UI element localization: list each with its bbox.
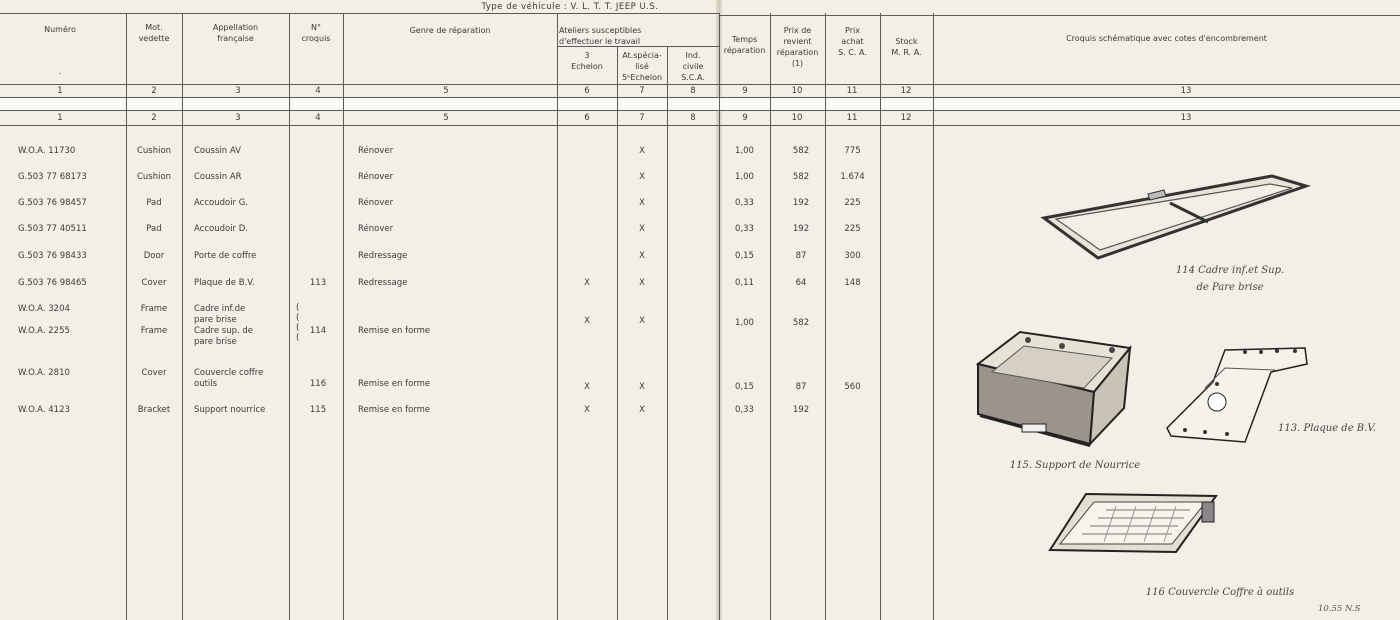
header-mot-vedette: Mot. vedette [138, 23, 170, 43]
row-1-numero: W.O.A. 11730 [18, 146, 76, 156]
column-number-7: 7 [639, 86, 645, 96]
sketch-caption-113: 113. Plaque de B.V. [1278, 423, 1376, 434]
column-number-5: 5 [443, 86, 449, 96]
row-7-appellation: Cadre inf.de pare brise Cadre sup. de pare brise [194, 304, 254, 347]
row-2-appellation: Coussin AR [194, 172, 242, 182]
row-3-revient: 192 [792, 198, 810, 208]
row-9-numero: W.O.A. 4123 [18, 405, 70, 415]
row-9-genre: Remise en forme [358, 405, 431, 415]
row-9-croquis: 115 [309, 405, 327, 415]
column-number-12: 12 [900, 113, 912, 123]
row-6-achat: 148 [844, 278, 861, 288]
column-number-11: 11 [846, 86, 858, 96]
row-4-numero: G.503 77 40511 [18, 224, 87, 234]
col-rule-2 [182, 13, 183, 620]
number-rule-2 [0, 110, 1400, 111]
top-border-left [0, 13, 720, 14]
row-9-mot: Bracket [137, 405, 171, 415]
sketch-caption-115: 115. Support de Nourrice [1009, 460, 1141, 471]
row-5-temps: 0,15 [735, 251, 754, 261]
row-5-appellation: Porte de coffre [194, 251, 257, 261]
row-1-achat: 775 [844, 146, 861, 156]
row-8-mot: Cover [141, 368, 167, 378]
header-rule [0, 84, 1400, 85]
row-5-mot: Door [143, 251, 165, 261]
row-5-genre: Redressage [358, 251, 408, 261]
row-6-genre: Redressage [358, 278, 408, 288]
col-rule-12 [933, 13, 934, 620]
row-6-mot: Cover [141, 278, 167, 288]
fuel-tank-support-sketch [972, 328, 1134, 450]
row-2-genre: Rénover [358, 172, 394, 182]
column-number-2: 2 [151, 113, 157, 123]
row-4-e5: X [639, 224, 645, 234]
column-number-13: 13 [1180, 86, 1192, 96]
row-6-temps: 0,11 [735, 278, 754, 288]
row-3-achat: 225 [844, 198, 861, 208]
row-7-mot: Frame Frame [140, 304, 168, 336]
row-2-numero: G.503 77 68173 [18, 172, 87, 182]
row-6-appellation: Plaque de B.V. [194, 278, 255, 288]
row-4-achat: 225 [844, 224, 861, 234]
row-6-e5: X [639, 278, 645, 288]
header-dot: . [58, 67, 62, 76]
row-4-mot: Pad [146, 224, 162, 234]
row-7-revient: 582 [792, 318, 810, 328]
row-8-appellation: Couvercle coffre outils [194, 368, 264, 389]
column-number-9: 9 [742, 86, 748, 96]
header-croquis-schema: Croquis schématique avec cotes d'encombrement [1066, 34, 1267, 43]
column-number-13: 13 [1180, 113, 1192, 123]
row-5-achat: 300 [844, 251, 861, 261]
column-number-8: 8 [690, 113, 696, 123]
row-4-appellation: Accoudoir D. [194, 224, 249, 234]
row-6-e3: X [584, 278, 590, 288]
header-echelon3: 3 Echelon [571, 51, 603, 71]
column-number-9: 9 [742, 113, 748, 123]
row-8-genre: Remise en forme [358, 379, 431, 389]
column-number-4: 4 [315, 113, 321, 123]
column-number-1: 1 [57, 113, 63, 123]
col-rule-4 [343, 13, 344, 620]
header-stock: Stock M. R. A. [891, 37, 922, 57]
header-ind-civile: Ind. civile S.C.A. [681, 51, 705, 82]
column-number-11: 11 [846, 113, 858, 123]
column-number-8: 8 [690, 86, 696, 96]
row-7-genre: Remise en forme [358, 326, 431, 336]
croquis-bracket: ( ( ( ( [296, 303, 300, 343]
column-number-1: 1 [57, 86, 63, 96]
row-2-temps: 1,00 [735, 172, 754, 182]
scan-gap [0, 98, 1400, 110]
row-3-numero: G.503 76 98457 [18, 198, 87, 208]
row-1-e5: X [639, 146, 645, 156]
header-temps: Temps réparation [723, 35, 766, 55]
windshield-frame-sketch [1040, 170, 1310, 265]
row-3-temps: 0,33 [735, 198, 754, 208]
column-number-3: 3 [235, 86, 241, 96]
row-9-revient: 192 [792, 405, 810, 415]
row-5-numero: G.503 76 98433 [18, 251, 87, 261]
row-8-temps: 0,15 [735, 382, 754, 392]
sketch-caption-116: 116 Couvercle Coffre à outils [1145, 587, 1295, 598]
row-7-croquis: 114 [309, 326, 327, 336]
signature: 10.55 N.S [1318, 604, 1361, 614]
row-9-e3: X [584, 405, 590, 415]
row-6-croquis: 113 [309, 278, 327, 288]
column-number-6: 6 [584, 86, 590, 96]
row-9-e5: X [639, 405, 645, 415]
header-numero: Numéro [44, 25, 76, 34]
row-6-numero: G.503 76 98465 [18, 278, 87, 288]
row-8-numero: W.O.A. 2810 [18, 368, 70, 378]
sketch-caption-114: 114 Cadre inf.et Sup. de Pare brise [1175, 265, 1285, 293]
row-1-temps: 1,00 [735, 146, 754, 156]
row-1-mot: Cushion [136, 146, 172, 156]
col-rule-8 [719, 13, 720, 620]
row-7-e3: X [584, 316, 590, 326]
col-rule-9 [770, 13, 771, 620]
row-4-temps: 0,33 [735, 224, 754, 234]
row-6-revient: 64 [795, 278, 807, 288]
row-1-genre: Rénover [358, 146, 394, 156]
header-croquis: N° croquis [301, 23, 331, 43]
column-number-12: 12 [900, 86, 912, 96]
row-8-revient: 87 [795, 382, 807, 392]
column-number-6: 6 [584, 113, 590, 123]
row-2-mot: Cushion [136, 172, 172, 182]
row-8-achat: 560 [844, 382, 861, 392]
row-4-genre: Rénover [358, 224, 394, 234]
row-4-revient: 192 [792, 224, 810, 234]
tool-box-cover-sketch [1046, 490, 1222, 558]
column-number-5: 5 [443, 113, 449, 123]
row-1-revient: 582 [792, 146, 810, 156]
column-number-7: 7 [639, 113, 645, 123]
row-5-e5: X [639, 251, 645, 261]
number-rule-3 [0, 125, 1400, 126]
header-prix-achat: Prix achat S. C. A. [838, 26, 867, 57]
row-8-croquis: 116 [309, 379, 327, 389]
header-genre: Genre de réparation [409, 26, 491, 35]
row-2-e5: X [639, 172, 645, 182]
column-number-2: 2 [151, 86, 157, 96]
col-rule-6 [617, 46, 618, 620]
header-prix-revient: Prix de revient réparation (1) [776, 26, 819, 68]
row-3-mot: Pad [146, 198, 162, 208]
row-2-achat: 1.674 [840, 172, 865, 182]
header-atelier-specialise: At.spécia- lisé 5ᵉEchelon [621, 51, 663, 82]
row-8-e5: X [639, 382, 645, 392]
col-rule-10 [825, 13, 826, 620]
row-3-genre: Rénover [358, 198, 394, 208]
row-9-appellation: Support nourrice [194, 405, 266, 415]
column-number-3: 3 [235, 113, 241, 123]
header-appellation: Appellation française [212, 23, 259, 43]
row-3-appellation: Accoudoir G. [194, 198, 249, 208]
column-number-4: 4 [315, 86, 321, 96]
row-7-e5: X [639, 316, 645, 326]
row-8-e3: X [584, 382, 590, 392]
header-ateliers: Ateliers susceptibles d'effectuer le travail [559, 26, 642, 46]
row-9-temps: 0,33 [735, 405, 754, 415]
top-border-right [720, 15, 1400, 16]
column-number-10: 10 [791, 113, 803, 123]
row-7-numero: W.O.A. 3204 W.O.A. 2255 [18, 304, 70, 336]
document-title: Type de véhicule : V. L. T. T. JEEP U.S. [481, 2, 659, 12]
column-number-10: 10 [791, 86, 803, 96]
row-1-appellation: Coussin AV [194, 146, 241, 156]
row-7-temps: 1,00 [735, 318, 754, 328]
row-5-revient: 87 [795, 251, 807, 261]
col-rule-11 [880, 13, 881, 620]
row-3-e5: X [639, 198, 645, 208]
col-rule-7 [667, 46, 668, 620]
row-2-revient: 582 [792, 172, 810, 182]
